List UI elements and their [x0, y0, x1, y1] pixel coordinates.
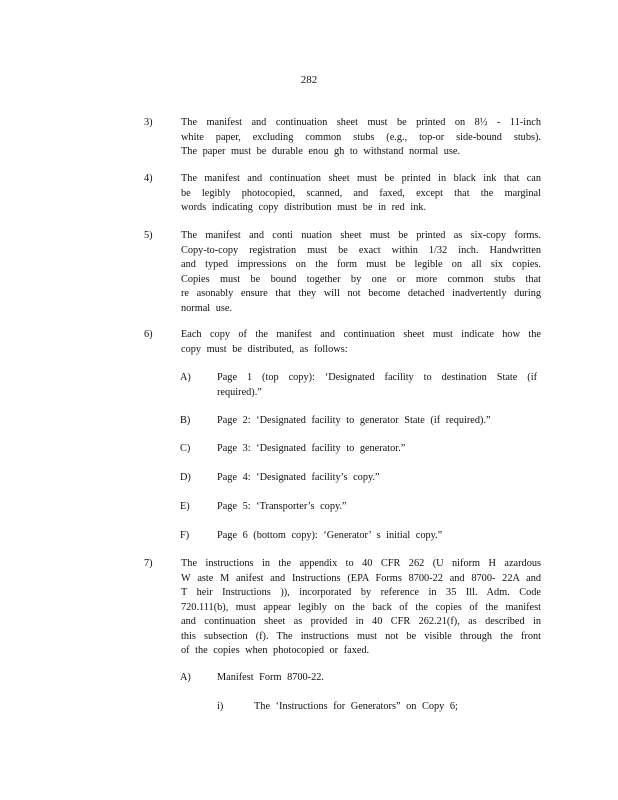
- subitem-number: D): [180, 472, 191, 483]
- item-text: [181, 328, 541, 357]
- text-line: required).”: [217, 386, 262, 398]
- item-number: 3): [144, 117, 153, 128]
- item-number: 5): [144, 230, 153, 241]
- text-line: Copy-to-copy registration must be exact within 1/32 inch. Handwritten: [181, 244, 541, 256]
- text-line: Page 1 (top copy): ‘Designated facility to destination State (if: [217, 372, 537, 383]
- item-text: [181, 116, 541, 160]
- subitem-number: B): [180, 415, 191, 426]
- text-line: W aste M anifest and Instructions (EPA Forms 8700-22 and 8700- 22A and: [181, 572, 541, 584]
- text-line: Page 4: ‘Designated facility’s copy.”: [217, 472, 380, 483]
- text-line: Page 5: ‘Transporter’s copy.”: [217, 501, 347, 512]
- item-text: [181, 557, 541, 659]
- text-line: be legibly photocopied, scanned, and faxed, except that the marginal: [181, 187, 541, 199]
- item-number: 7): [144, 558, 153, 569]
- text-line: 720.111(b), must appear legibly on the back of the copies of the manifest: [181, 601, 541, 613]
- subitem-text: [217, 671, 537, 686]
- subitem-text: [217, 471, 537, 486]
- text-line: this subsection (f). The instructions must not be visible through the front: [181, 630, 541, 642]
- subitem-number: A): [180, 372, 191, 383]
- subitem-text: [217, 529, 537, 544]
- text-line: and continuation sheet as provided in 40 CFR 262.21(f), as described in: [181, 616, 541, 627]
- subitem-text: [217, 371, 537, 400]
- text-line: copy must be distributed, as follows:: [181, 343, 348, 355]
- text-line: normal use.: [181, 302, 233, 314]
- text-line: Manifest Form 8700-22.: [217, 672, 324, 683]
- subsubitem-text: [254, 700, 514, 715]
- item-text: [181, 229, 541, 316]
- subitem-number: A): [180, 672, 191, 683]
- text-line: The instructions in the appendix to 40 CFR 262 (U niform H azardous: [181, 558, 541, 569]
- text-line: The manifest and continuation sheet must be printed on 8½ - 11-inch: [181, 117, 541, 128]
- text-line: Copies must be bound together by one or more common stubs that: [181, 273, 541, 285]
- text-line: Page 2: ‘Designated facility to generator State (if required).”: [217, 415, 491, 426]
- text-line: The manifest and continuation sheet must be printed in black ink that can: [181, 173, 541, 184]
- text-line: The manifest and conti nuation sheet must be printed as six-copy forms.: [181, 230, 541, 241]
- text-line: T heir Instructions )), incorporated by reference in 35 Ill. Adm. Code: [181, 587, 541, 598]
- text-line: of the copies when photocopied or faxed.: [181, 645, 370, 656]
- text-line: and typed impressions on the form must be legible on all six copies.: [181, 259, 541, 270]
- subsubitem-number: i): [217, 701, 224, 712]
- subitem-text: [217, 442, 537, 457]
- page-number: 282: [300, 74, 318, 86]
- text-line: The ‘Instructions for Generators” on Copy 6;: [254, 701, 458, 712]
- subitem-text: [217, 500, 537, 515]
- text-line: Page 6 (bottom copy): ‘Generator’ s initial copy.”: [217, 530, 443, 541]
- text-line: white paper, excluding common stubs (e.g., top-or side-bound stubs).: [181, 131, 541, 143]
- subitem-number: C): [180, 443, 191, 454]
- subitem-text: [217, 414, 537, 429]
- text-line: words indicating copy distribution must be in red ink.: [181, 202, 427, 213]
- text-line: re asonably ensure that they will not become detached inadvertently during: [181, 288, 541, 299]
- text-line: Each copy of the manifest and continuation sheet must indicate how the: [181, 329, 541, 340]
- item-text: [181, 172, 541, 216]
- subitem-number: E): [180, 501, 190, 512]
- subitem-number: F): [180, 530, 190, 541]
- text-line: The paper must be durable enou gh to withstand normal use.: [181, 146, 461, 157]
- text-line: Page 3: ‘Designated facility to generator.”: [217, 443, 406, 454]
- item-number: 6): [144, 329, 153, 340]
- item-number: 4): [144, 173, 153, 184]
